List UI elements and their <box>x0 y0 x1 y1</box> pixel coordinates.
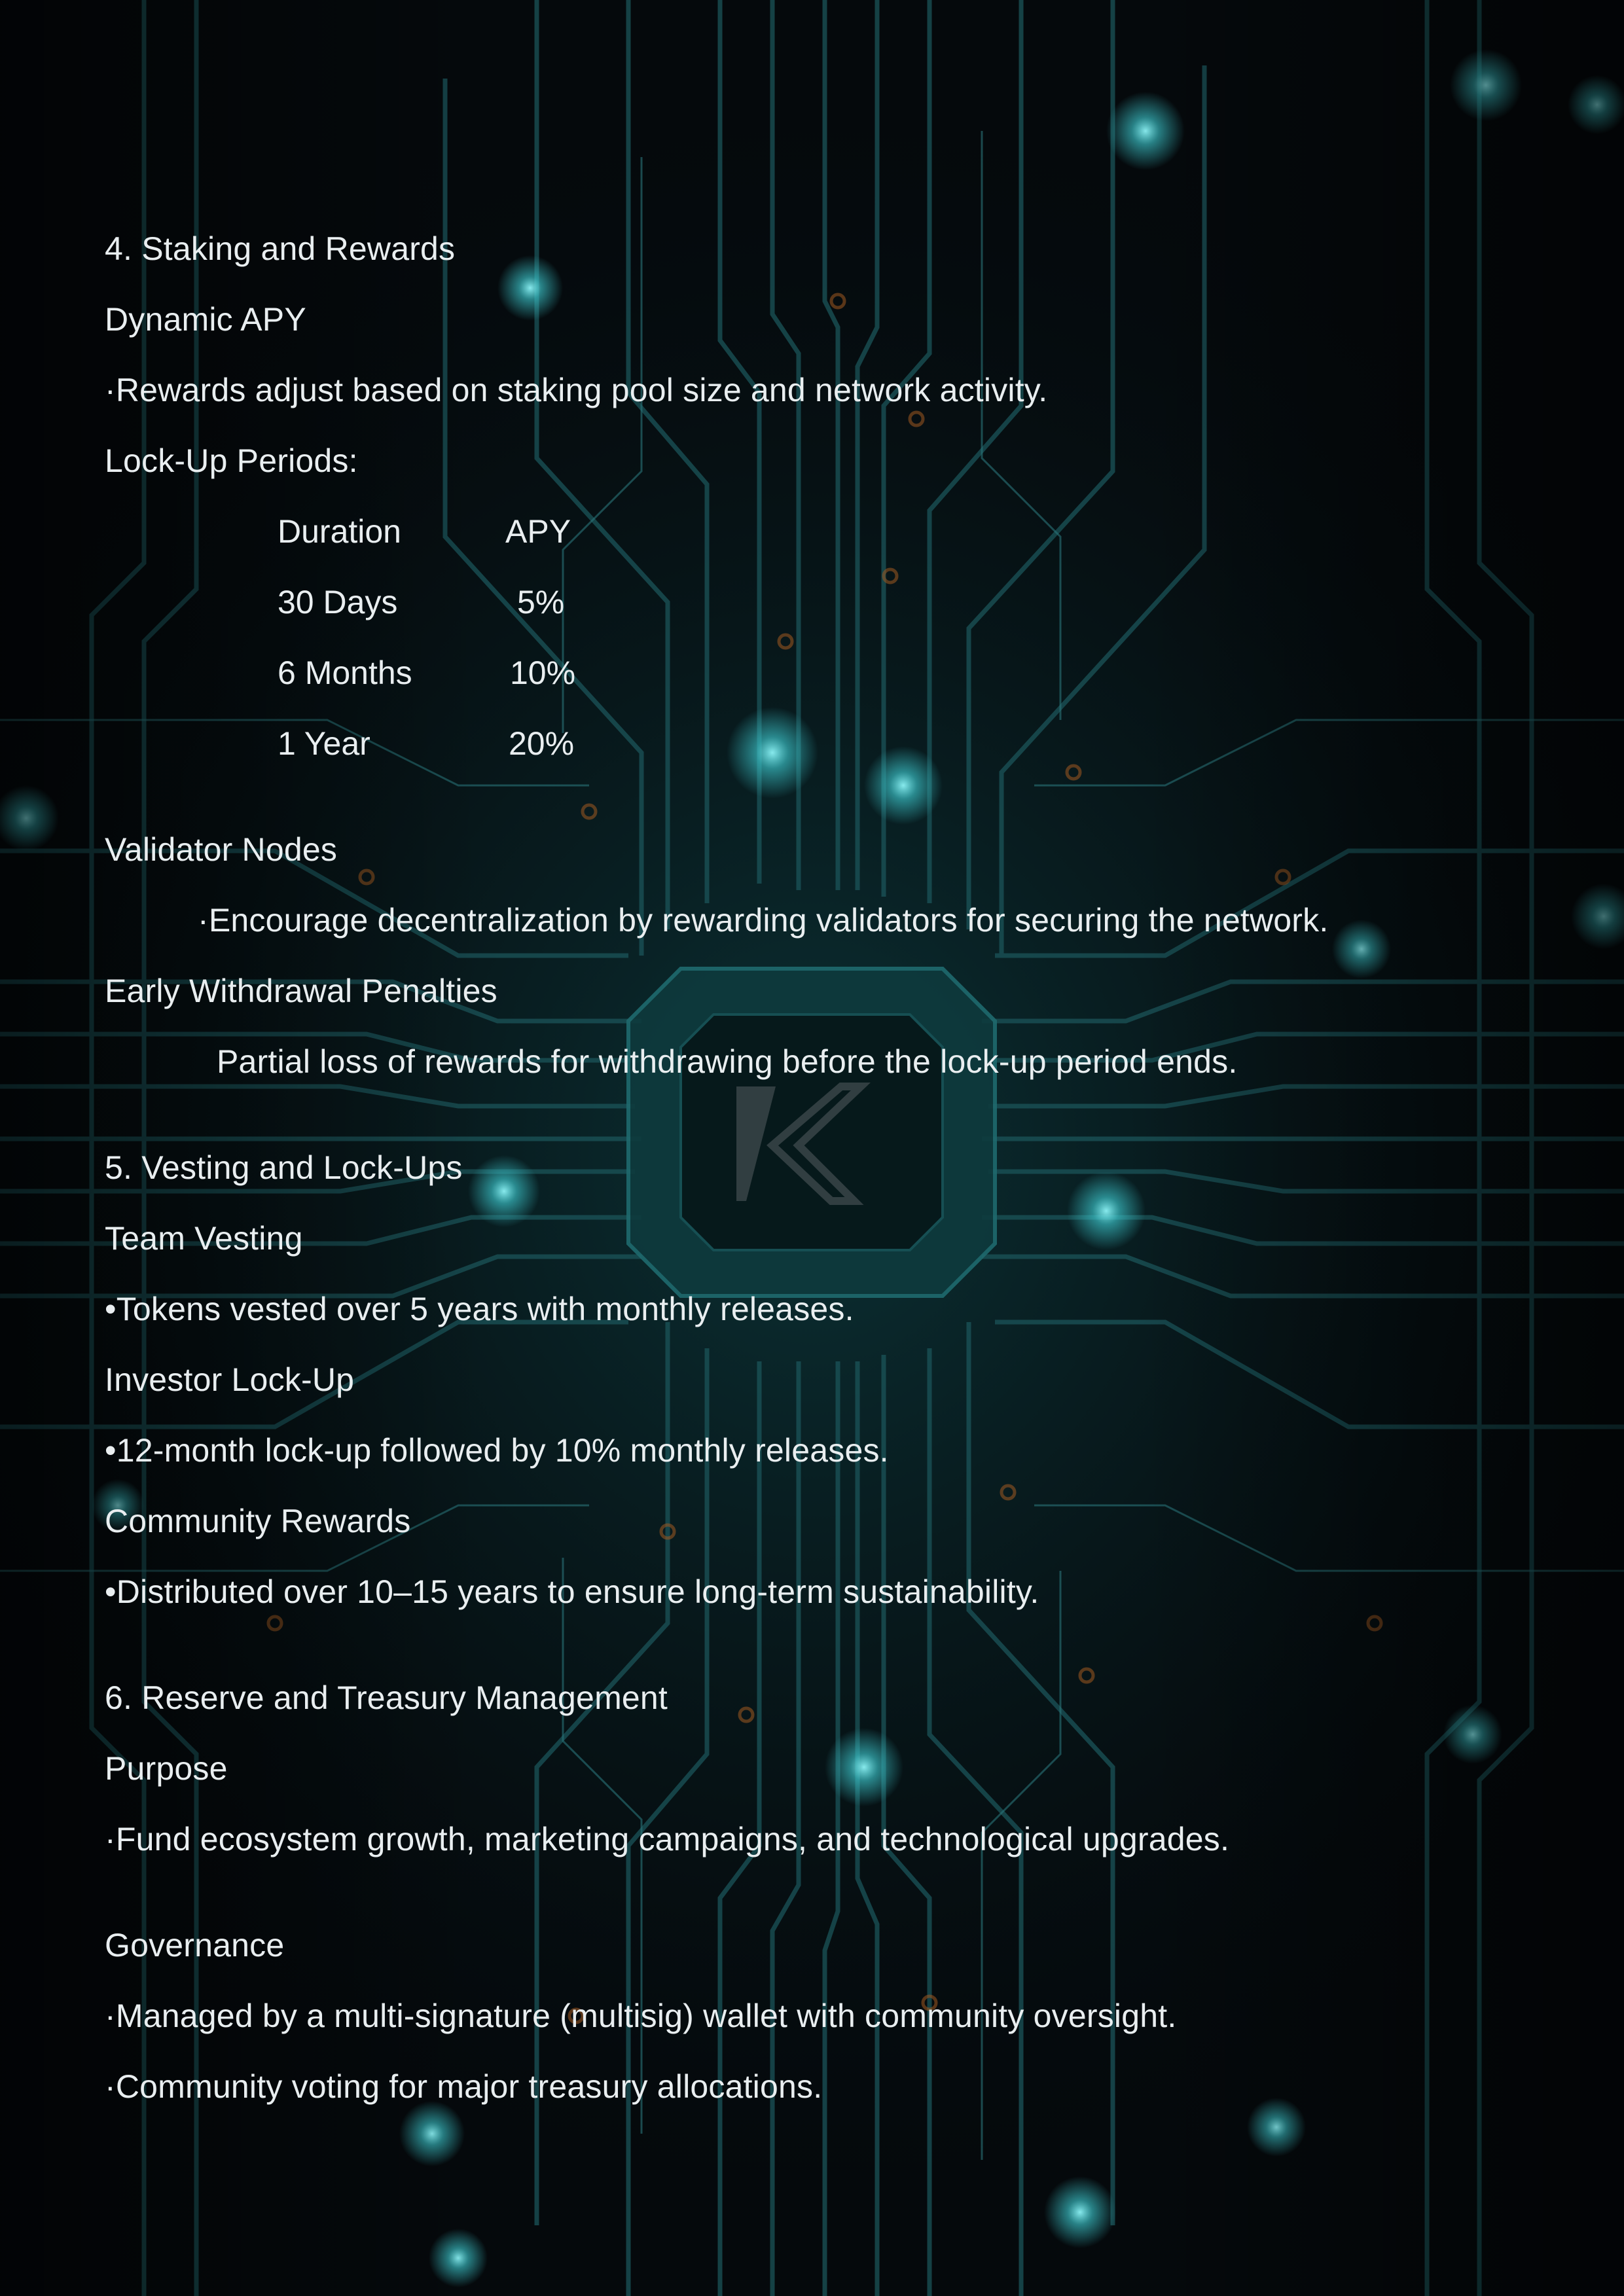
table-cell-duration: 6 Months <box>278 655 412 691</box>
table-cell-apy: 20% <box>509 725 575 762</box>
table-header-apy: APY <box>505 513 571 550</box>
table-cell-apy: 10% <box>510 655 576 691</box>
bullet-community-rewards: •Distributed over 10–15 years to ensure long-term sustainability. <box>105 1573 1039 1610</box>
bullet-governance-multisig: ·Managed by a multi-signature (multisig) wallet with community oversight. <box>105 1998 1177 2034</box>
subheading-early-withdrawal: Early Withdrawal Penalties <box>105 973 497 1009</box>
subheading-dynamic-apy: Dynamic APY <box>105 301 306 338</box>
text-early-withdrawal: Partial loss of rewards for withdrawing before the lock-up period ends. <box>217 1043 1238 1080</box>
table-cell-duration: 1 Year <box>278 725 370 762</box>
subheading-validator-nodes: Validator Nodes <box>105 831 338 868</box>
bullet-governance-voting: ·Community voting for major treasury allocations. <box>105 2068 823 2105</box>
bullet-validator-nodes: ·Encourage decentralization by rewarding validators for securing the network. <box>198 902 1329 939</box>
subheading-team-vesting: Team Vesting <box>105 1220 303 1257</box>
bullet-dynamic-apy: ·Rewards adjust based on staking pool size and network activity. <box>105 372 1048 408</box>
table-header-duration: Duration <box>278 513 401 550</box>
section-heading-treasury: 6. Reserve and Treasury Management <box>105 1679 668 1716</box>
subheading-community-rewards: Community Rewards <box>105 1503 411 1539</box>
subheading-lockup-periods: Lock-Up Periods: <box>105 442 358 479</box>
bullet-team-vesting: •Tokens vested over 5 years with monthly releases. <box>105 1291 854 1327</box>
table-cell-apy: 5% <box>517 584 565 620</box>
bullet-purpose: ·Fund ecosystem growth, marketing campaigns, and technological upgrades. <box>105 1821 1230 1857</box>
section-heading-staking: 4. Staking and Rewards <box>105 230 456 267</box>
section-heading-vesting: 5. Vesting and Lock-Ups <box>105 1149 463 1186</box>
subheading-governance: Governance <box>105 1927 285 1964</box>
subheading-purpose: Purpose <box>105 1750 228 1787</box>
bullet-investor-lockup: •12-month lock-up followed by 10% monthly releases. <box>105 1432 889 1469</box>
subheading-investor-lockup: Investor Lock-Up <box>105 1361 355 1398</box>
table-cell-duration: 30 Days <box>278 584 398 620</box>
